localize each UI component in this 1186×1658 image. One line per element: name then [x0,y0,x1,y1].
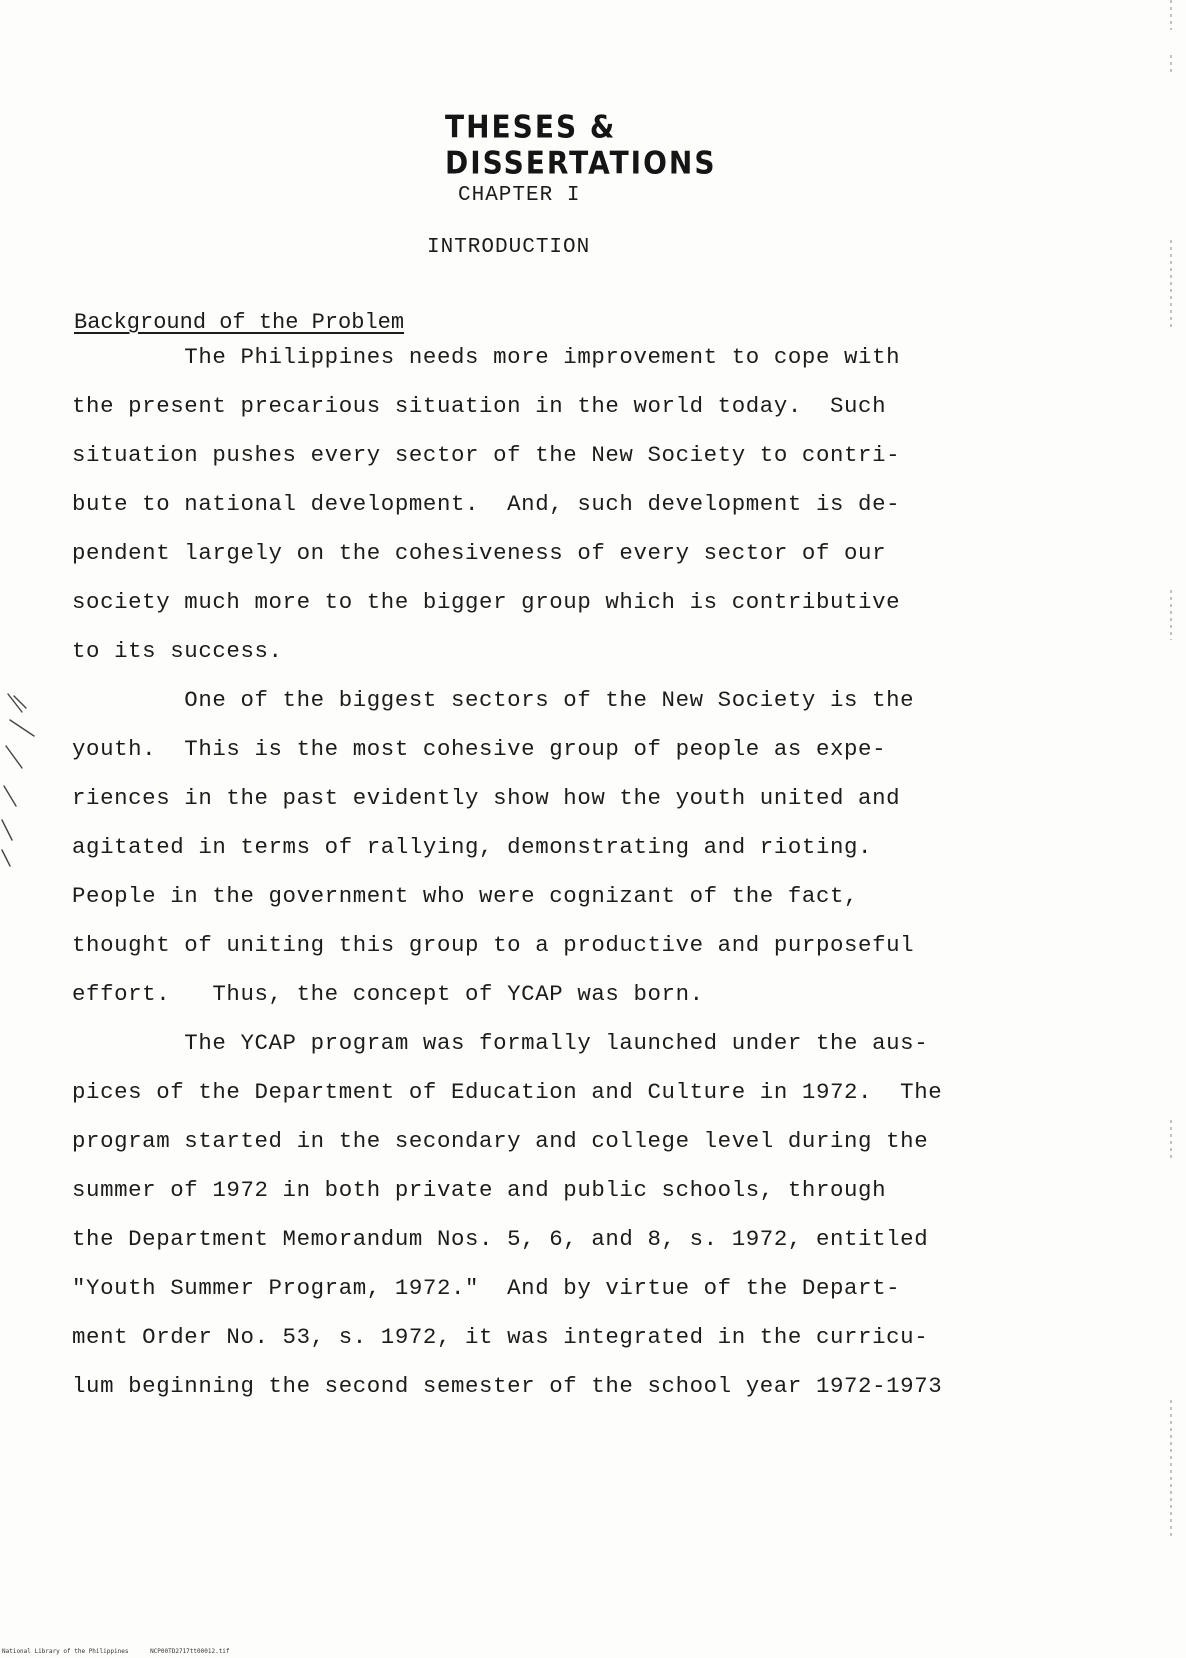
body-line: lum beginning the second semester of the school year 1972-1973 [72,1373,943,1399]
body-line: agitated in terms of rallying, demonstrating and rioting. [72,834,873,860]
scan-footer [2,1648,248,1655]
body-line: People in the government who were cognizant of the fact, [72,883,859,909]
body-line: pices of the Department of Education and Culture in 1972. The [72,1079,943,1105]
body-line: pendent largely on the cohesiveness of every sector of our [72,540,887,566]
body-line: summer of 1972 in both private and public schools, through [72,1177,887,1203]
scan-edge-marks [1164,0,1178,1658]
body-line: the present precarious situation in the world today. Such [72,393,887,419]
file-id: NCP00TD2717tt00012.tif [150,1648,230,1655]
body-line: program started in the secondary and college level during the [72,1128,929,1154]
section-heading: Background of the Problem [74,310,405,335]
body-line: The YCAP program was formally launched under the aus- [72,1030,929,1056]
body-line: "Youth Summer Program, 1972." And by virtue of the Depart- [72,1275,901,1301]
body-line: to its success. [72,638,283,664]
chapter-number: CHAPTER I [458,184,581,207]
body-line: the Department Memorandum Nos. 5, 6, and 8, s. 1972, entitled [72,1226,929,1252]
body-line: situation pushes every sector of the New Society to contri- [72,442,901,468]
body-line: effort. Thus, the concept of YCAP was born. [72,981,704,1007]
chapter-title: INTRODUCTION [427,236,591,259]
body-line: bute to national development. And, such development is de- [72,491,901,517]
theses-dissertations-stamp: THESES & DISSERTATIONS [445,108,717,182]
body-line: riences in the past evidently show how the youth united and [72,785,901,811]
handwritten-margin-marks [0,690,40,880]
body-line: ment Order No. 53, s. 1972, it was integrated in the curricu- [72,1324,929,1350]
library-name: National Library of the Philippines [2,1648,129,1655]
body-line: youth. This is the most cohesive group of people as expe- [72,736,887,762]
body-line: One of the biggest sectors of the New Society is the [72,687,915,713]
body-line: The Philippines needs more improvement to cope with [72,344,901,370]
body-line: society much more to the bigger group which is contributive [72,589,901,615]
body-line: thought of uniting this group to a productive and purposeful [72,932,915,958]
